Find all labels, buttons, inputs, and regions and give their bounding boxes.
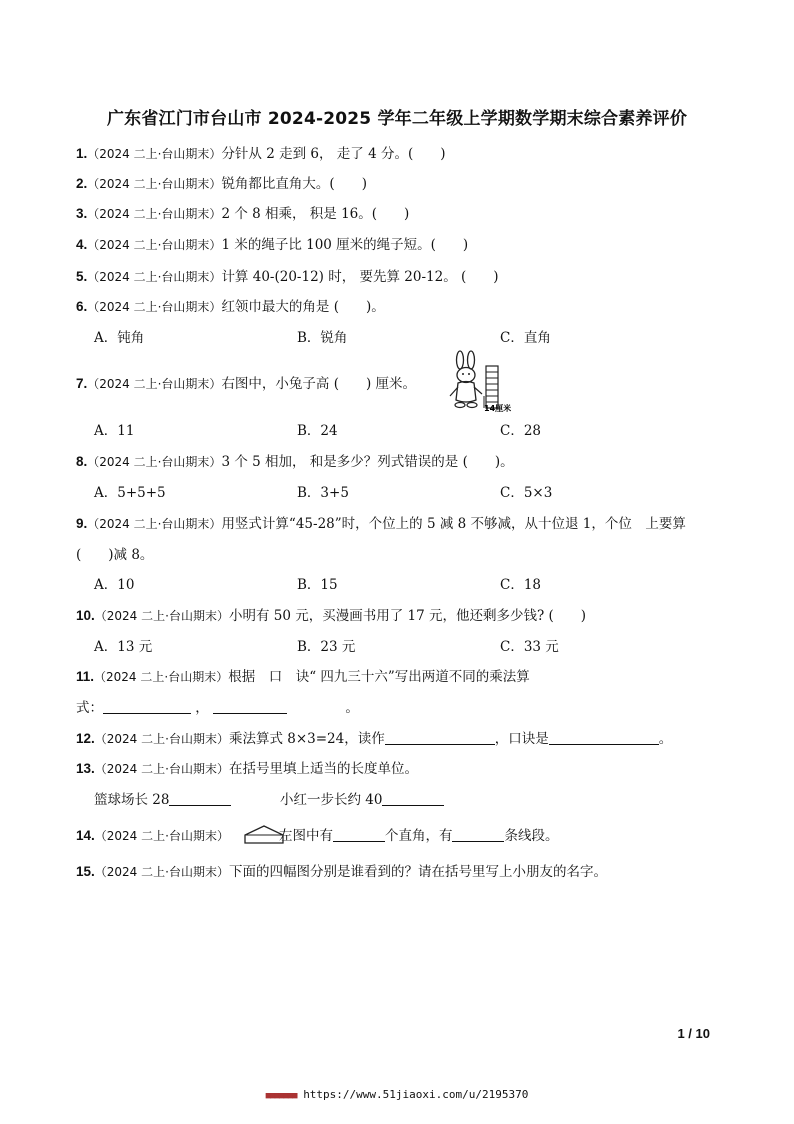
question-source: （2024 二上·台山期末） (87, 377, 222, 391)
question-text: 2 个 8 相乘， 积是 16。( ) (221, 206, 410, 222)
question-15 (76, 863, 607, 881)
question-text: 在括号里填上适当的长度单位。 (228, 761, 418, 777)
question-text: 分针从 2 走到 6， 走了 4 分。( ) (221, 146, 446, 162)
question-source: （2024 二上·台山期末） (87, 270, 222, 284)
question-number: 3. (76, 206, 88, 221)
option-a: A．11 (94, 423, 135, 439)
footer-logo-icon: ■■■■■■■ (265, 1091, 297, 1101)
answer-blank[interactable] (382, 791, 444, 806)
question-number: 13. (76, 761, 95, 776)
answer-blank[interactable] (213, 699, 287, 714)
question-13-item-a (94, 791, 231, 809)
answer-blank[interactable] (385, 730, 495, 745)
option-c: C．5×3 (500, 485, 553, 501)
question-source: （2024 二上·台山期末） (94, 829, 229, 843)
question-text: 红领巾最大的角是 ( )。 (221, 299, 385, 315)
question-1 (76, 145, 446, 163)
option-b: B．23 元 (297, 639, 356, 655)
question-source: （2024 二上·台山期末） (87, 238, 222, 252)
question-source: （2024 二上·台山期末） (87, 147, 222, 161)
question-2 (76, 175, 367, 193)
page-number: 1 / 10 (677, 1026, 710, 1041)
question-9-line-2: ( )减 8。 (76, 547, 154, 563)
question-text: 小明有 50 元，买漫画书用了 17 元，他还剩多少钱? ( ) (228, 608, 587, 624)
question-number: 2. (76, 176, 88, 191)
question-14 (76, 827, 558, 845)
option-b: B．24 (297, 423, 338, 439)
question-11 (76, 668, 530, 686)
question-text: 计算 40-(20-12) 时， 要先算 20-12。 ( ) (221, 269, 499, 285)
question-source: （2024 二上·台山期末） (87, 207, 222, 221)
question-text: 锐角都比直角大。( ) (221, 176, 367, 192)
question-text: 1 米的绳子比 100 厘米的绳子短。( ) (221, 237, 469, 253)
item-text: 小红一步长约 40 (280, 792, 383, 808)
question-11-line-2 (76, 699, 359, 717)
option-c: C．直角 (500, 330, 551, 346)
question-4 (76, 236, 468, 254)
figure-label: 14厘米 (484, 404, 512, 413)
question-source: （2024 二上·台山期末） (94, 865, 229, 879)
footer-url[interactable]: https://www.51jiaoxi.com/u/2195370 (303, 1088, 529, 1101)
question-text: 用竖式计算“45-28”时，个位上的 5 减 8 不够减，从十位退 1，个位 上要算 (221, 516, 686, 532)
question-13 (76, 760, 418, 778)
question-source: （2024 二上·台山期末） (94, 732, 229, 746)
option-c: C．28 (500, 423, 542, 439)
question-text: 个直角，有 (384, 828, 453, 844)
question-number: 5. (76, 269, 88, 284)
answer-blank[interactable] (103, 699, 191, 714)
question-source: （2024 二上·台山期末） (94, 609, 229, 623)
page-footer (0, 1088, 794, 1101)
question-source: （2024 二上·台山期末） (87, 177, 222, 191)
question-10 (76, 607, 586, 625)
question-text: 左图中有 (278, 828, 333, 844)
question-6 (76, 298, 385, 316)
answer-blank[interactable] (549, 730, 659, 745)
question-text: 乘法算式 8×3=24，读作 (228, 731, 385, 747)
question-number: 12. (76, 731, 95, 746)
question-number: 15. (76, 864, 95, 879)
question-source: （2024 二上·台山期末） (87, 517, 222, 531)
page-title: 广东省江门市台山市 2024-2025 学年二年级上学期数学期末综合素养评价 (106, 109, 688, 129)
question-source: （2024 二上·台山期末） (87, 300, 222, 314)
question-text: 右图中，小兔子高 ( ) 厘米。 (221, 376, 417, 392)
option-b: B．3+5 (297, 485, 349, 501)
question-number: 9. (76, 516, 88, 531)
answer-blank[interactable] (333, 827, 385, 842)
question-source: （2024 二上·台山期末） (94, 762, 229, 776)
option-b: B．锐角 (297, 330, 348, 346)
question-13-item-b (280, 791, 444, 809)
question-text: ，口诀是 (494, 731, 549, 747)
question-text: ， (195, 700, 209, 716)
question-text: 条线段。 (504, 828, 559, 844)
question-text: 根据 口 诀“ 四九三十六”写出两道不同的乘法算 (228, 669, 530, 685)
question-number: 6. (76, 299, 88, 314)
question-7 (76, 375, 416, 393)
question-3 (76, 205, 409, 223)
item-text: 篮球场长 28 (94, 792, 170, 808)
question-5 (76, 268, 499, 286)
answer-blank[interactable] (169, 791, 231, 806)
question-source: （2024 二上·台山期末） (87, 455, 222, 469)
option-a: A．10 (94, 577, 135, 593)
question-9 (76, 515, 686, 533)
question-text: 3 个 5 相加， 和是多少？列式错误的是 ( )。 (221, 454, 514, 470)
question-source: （2024 二上·台山期末） (94, 670, 229, 684)
option-c: C．18 (500, 577, 542, 593)
question-12 (76, 730, 672, 748)
question-number: 1. (76, 146, 88, 161)
question-text: 。 (658, 731, 673, 747)
question-number: 14. (76, 828, 95, 843)
question-8 (76, 453, 514, 471)
question-number: 11. (76, 669, 95, 684)
option-c: C．33 元 (500, 639, 559, 655)
question-number: 4. (76, 237, 88, 252)
answer-blank[interactable] (452, 827, 504, 842)
question-number: 8. (76, 454, 88, 469)
trapezoid-figure (243, 823, 285, 845)
question-text: 下面的四幅图分别是谁看到的？请在括号里写上小朋友的名字。 (228, 864, 607, 880)
question-number: 7. (76, 376, 88, 391)
question-number: 10. (76, 608, 95, 623)
option-a: A．钝角 (94, 330, 145, 346)
rabbit-height-figure (446, 350, 536, 414)
option-b: B．15 (297, 577, 338, 593)
question-text: 式： (76, 700, 103, 716)
option-a: A．13 元 (94, 639, 153, 655)
option-a: A．5+5+5 (94, 485, 166, 501)
question-text: 。 (345, 700, 359, 716)
